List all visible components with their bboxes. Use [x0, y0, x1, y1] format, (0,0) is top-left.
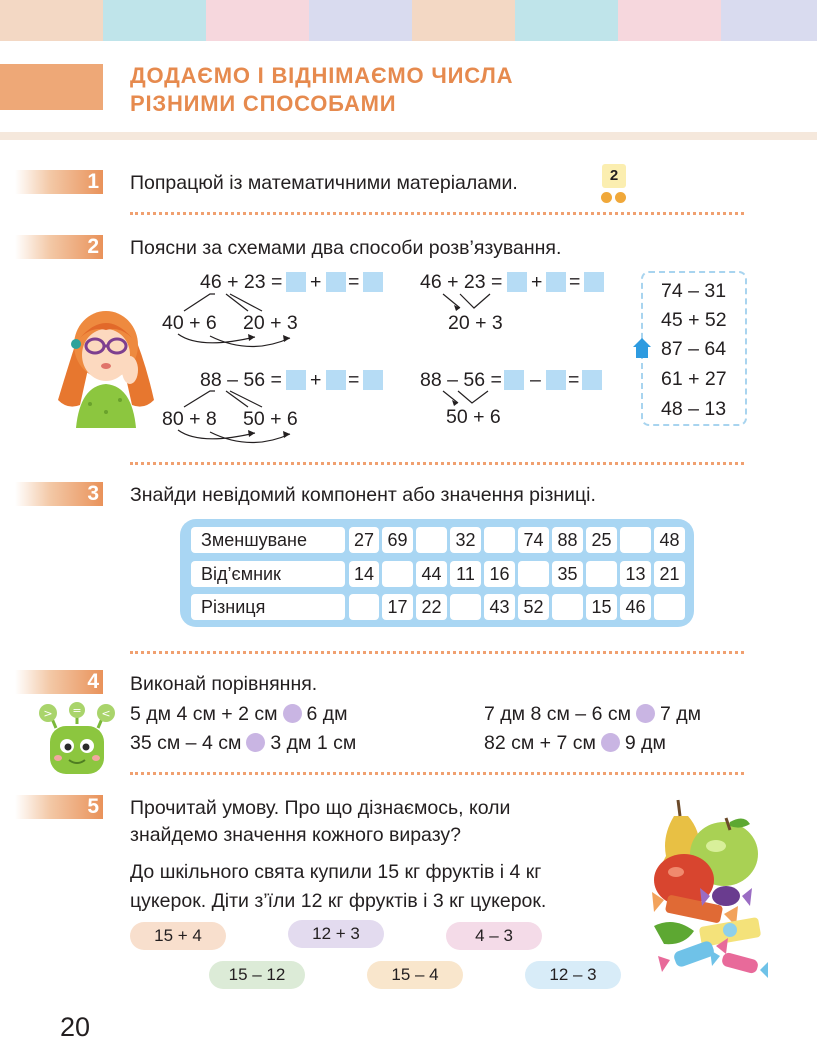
table-cell: 21: [654, 561, 685, 587]
svg-text:<: <: [101, 707, 111, 720]
task-2-number: 2: [87, 235, 99, 258]
svg-text:>: >: [43, 707, 53, 720]
comparison-3-right: 3 дм 1 см: [270, 732, 357, 754]
eq2-op2: =: [569, 271, 581, 293]
table-cell[interactable]: [586, 561, 617, 587]
comparison-2: [484, 702, 701, 726]
row-label-minuend: Зменшуване: [191, 527, 345, 553]
task-3-number-tab: [15, 482, 103, 506]
example-1: 74 – 31: [661, 280, 727, 302]
table-cell: 88: [552, 527, 583, 553]
table-cell: 13: [620, 561, 651, 587]
row-label-difference: Різниця: [191, 594, 345, 620]
comparison-4-right: 9 дм: [624, 732, 666, 754]
eq3-split-1: 80 + 8: [162, 408, 217, 430]
materials-badge: 2: [602, 164, 626, 188]
table-cell[interactable]: [484, 527, 515, 553]
task-5-number: 5: [87, 795, 99, 818]
eq3-left: 88 – 56 =: [200, 369, 282, 391]
example-5: 48 – 13: [661, 398, 727, 420]
table-cell: 25: [586, 527, 617, 553]
table-cell[interactable]: [382, 561, 413, 587]
table-cell[interactable]: [518, 561, 549, 587]
table-cell: 27: [349, 527, 379, 553]
table-cell: 69: [382, 527, 413, 553]
expression-6: 12 – 3: [525, 961, 621, 989]
house-marker-icon: [632, 337, 652, 359]
table-cell: 43: [484, 594, 515, 620]
eq3-op2: =: [348, 369, 360, 391]
task-5-condition: [130, 858, 546, 916]
task-5-number-tab: [15, 795, 103, 819]
table-cell: 74: [518, 527, 549, 553]
examples-panel: [641, 271, 747, 426]
eq4-op1: –: [530, 369, 541, 391]
table-cell: 35: [552, 561, 583, 587]
comparison-3: [130, 731, 356, 755]
table-cell[interactable]: [654, 594, 685, 620]
comparison-4-sign-slot[interactable]: [601, 733, 620, 752]
comparison-3-sign-slot[interactable]: [246, 733, 265, 752]
task-3-number: 3: [87, 482, 99, 505]
table-cell[interactable]: [349, 594, 379, 620]
eq1-split-2: 20 + 3: [243, 312, 298, 334]
table-cell: 46: [620, 594, 651, 620]
example-4: 61 + 27: [661, 368, 727, 390]
table-cell: 11: [450, 561, 481, 587]
table-cell: 52: [518, 594, 549, 620]
eq4-split: 50 + 6: [446, 406, 501, 428]
table-cell[interactable]: [552, 594, 583, 620]
table-cell[interactable]: [450, 594, 481, 620]
comparison-3-left: 35 см – 4 см: [130, 732, 242, 754]
title-line-1: ДОДАЄМО І ВІДНІМАЄМО ЧИСЛА: [130, 63, 514, 88]
table-cell: 17: [382, 594, 413, 620]
table-cell: 16: [484, 561, 515, 587]
task-5-question: [130, 795, 510, 849]
eq2-split: 20 + 3: [448, 312, 503, 334]
comparison-4-left: 82 см + 7 см: [484, 732, 596, 754]
eq3-split-2: 50 + 6: [243, 408, 298, 430]
example-3: 87 – 64: [661, 338, 727, 360]
page-number: 20: [60, 1012, 91, 1042]
task-1-number: 1: [87, 170, 99, 193]
expression-3: 4 – 3: [446, 922, 542, 950]
eq3-op1: +: [310, 369, 322, 391]
comparison-2-sign-slot[interactable]: [636, 704, 655, 723]
divider-4: [130, 772, 744, 775]
eq1-split-1: 40 + 6: [162, 312, 217, 334]
task-2-text: Поясни за схемами два способи розв’язування.: [130, 237, 562, 259]
task-4-text: Виконай порівняння.: [130, 673, 318, 695]
comparison-1-sign-slot[interactable]: [283, 704, 302, 723]
eq4-op2: =: [568, 369, 580, 391]
expression-1: 15 + 4: [130, 922, 226, 950]
title-line-2: РІЗНИМИ СПОСОБАМИ: [130, 91, 397, 116]
task-4-number: 4: [87, 670, 99, 693]
comparison-2-right: 7 дм: [659, 703, 702, 725]
row-label-subtrahend: Від’ємник: [191, 561, 345, 587]
task-5-condition-line-2: цукерок. Діти з’їли 12 кг фруктів і 3 кг цукерок.: [130, 890, 547, 912]
example-2: 45 + 52: [661, 309, 727, 331]
eq1-op2: =: [348, 271, 360, 293]
table-cell: 44: [416, 561, 447, 587]
eq1-left: 46 + 23 =: [200, 271, 283, 293]
eq1-op1: +: [310, 271, 322, 293]
table-cell: 14: [349, 561, 379, 587]
table-cell: 48: [654, 527, 685, 553]
task-4-number-tab: [15, 670, 103, 694]
divider-3: [130, 651, 744, 654]
green-monster-illustration: [34, 702, 120, 776]
expression-2: 12 + 3: [288, 920, 384, 948]
comparison-2-left: 7 дм 8 см – 6 см: [484, 703, 631, 725]
table-cell[interactable]: [416, 527, 447, 553]
divider-2: [130, 462, 744, 465]
expression-5: 15 – 4: [367, 961, 463, 989]
table-cell: 32: [450, 527, 481, 553]
expression-4: 15 – 12: [209, 961, 305, 989]
svg-text:=: =: [72, 704, 82, 717]
comparison-4: [484, 731, 666, 755]
task-5-question-line-1: Прочитай умову. Про що дізнаємось, коли: [130, 797, 511, 819]
eq2-left: 46 + 23 =: [420, 271, 503, 293]
comparison-1-right: 6 дм: [306, 703, 348, 725]
task-3-text: Знайди невідомий компонент або значення різниці.: [130, 484, 596, 506]
table-cell: 15: [586, 594, 617, 620]
eq2-op1: +: [531, 271, 543, 293]
comparison-1: [130, 702, 348, 726]
comparison-1-left: 5 дм 4 см + 2 см: [130, 703, 278, 725]
table-cell: 22: [416, 594, 447, 620]
task-5-condition-line-1: До шкільного свята купили 15 кг фруктів і 4 кг: [130, 861, 542, 883]
fruits-and-candies-illustration: [644, 796, 772, 996]
eq4-left: 88 – 56 =: [420, 369, 502, 391]
table-cell[interactable]: [620, 527, 651, 553]
task-5-question-line-2: знайдемо значення кожного виразу?: [130, 824, 462, 846]
task-1-text: Попрацюй із математичними матеріалами.: [130, 172, 518, 194]
